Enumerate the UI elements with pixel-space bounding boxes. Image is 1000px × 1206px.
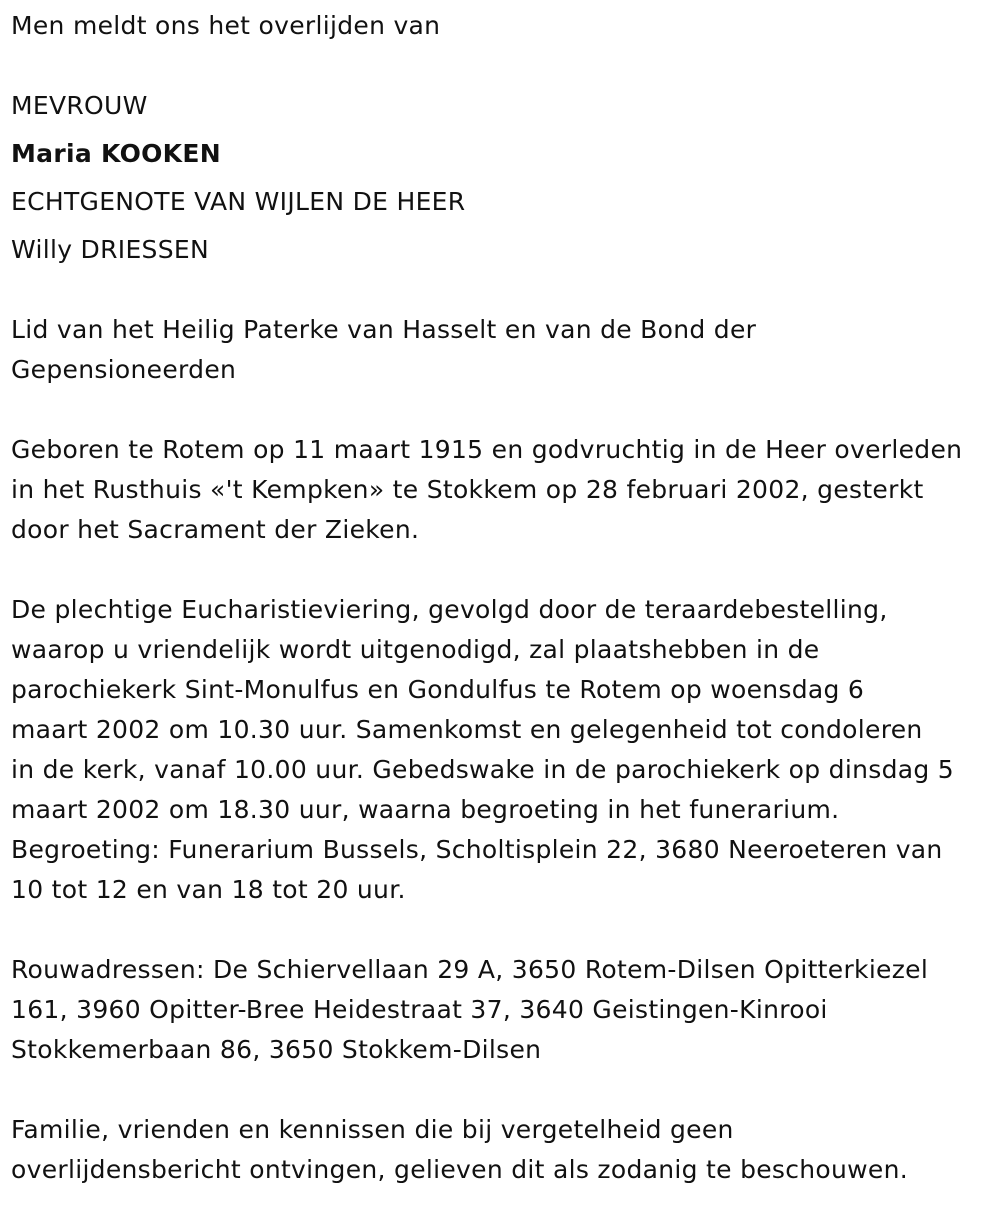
closing-paragraph: Familie, vrienden en kennissen die bij vergetelheid geen overlijdensbericht ontvingen, gelieven dit als zodanig te beschouwen. <box>11 1115 908 1184</box>
addresses-paragraph: Rouwadressen: De Schiervellaan 29 A, 3650 Rotem-Dilsen Opitterkiezel 161, 3960 Opitter-Bree Heidestraat 37, 3640 Geistingen-Kinrooi Stokkemerbaan 86, 3650 Stokkem-Dilsen <box>11 955 929 1064</box>
intro-text: Men meldt ons het overlijden van <box>11 11 441 40</box>
birth-death-paragraph: Geboren te Rotem op 11 maart 1915 en godvruchtig in de Heer overleden in het Rusthuis «'t Kempken» te Stokkem op 28 februari 2002, gesterkt door het Sacrament der Zieken. <box>11 435 963 544</box>
membership-paragraph: Lid van het Heilig Paterke van Hasselt en van de Bond der Gepensioneerden <box>11 315 757 384</box>
deceased-name: Maria KOOKEN <box>11 139 221 168</box>
relation-text: ECHTGENOTE VAN WIJLEN DE HEER <box>11 187 466 216</box>
spouse-name: Willy DRIESSEN <box>11 235 209 264</box>
ceremony-paragraph: De plechtige Eucharistieviering, gevolgd door de teraardebestelling, waarop u vriendelijk wordt uitgenodigd, zal plaatshebben in de parochiekerk Sint-Monulfus en Gondulfus te Rotem op woensdag 6 maart 2002 om 10.30 uur. Samenkomst en gelegenheid tot condoleren in de kerk, vanaf 10.00 uur. Gebedswake in de parochiekerk op dinsdag 5 maart 2002 om 18.30 uur, waarna begroeting in het funerarium. Begroeting: Funerarium Bussels, Scholtisplein 22, 3680 Neeroeteren van 10 tot 12 en van 18 tot 20 uur. <box>11 595 954 904</box>
title-prefix: MEVROUW <box>11 91 148 120</box>
